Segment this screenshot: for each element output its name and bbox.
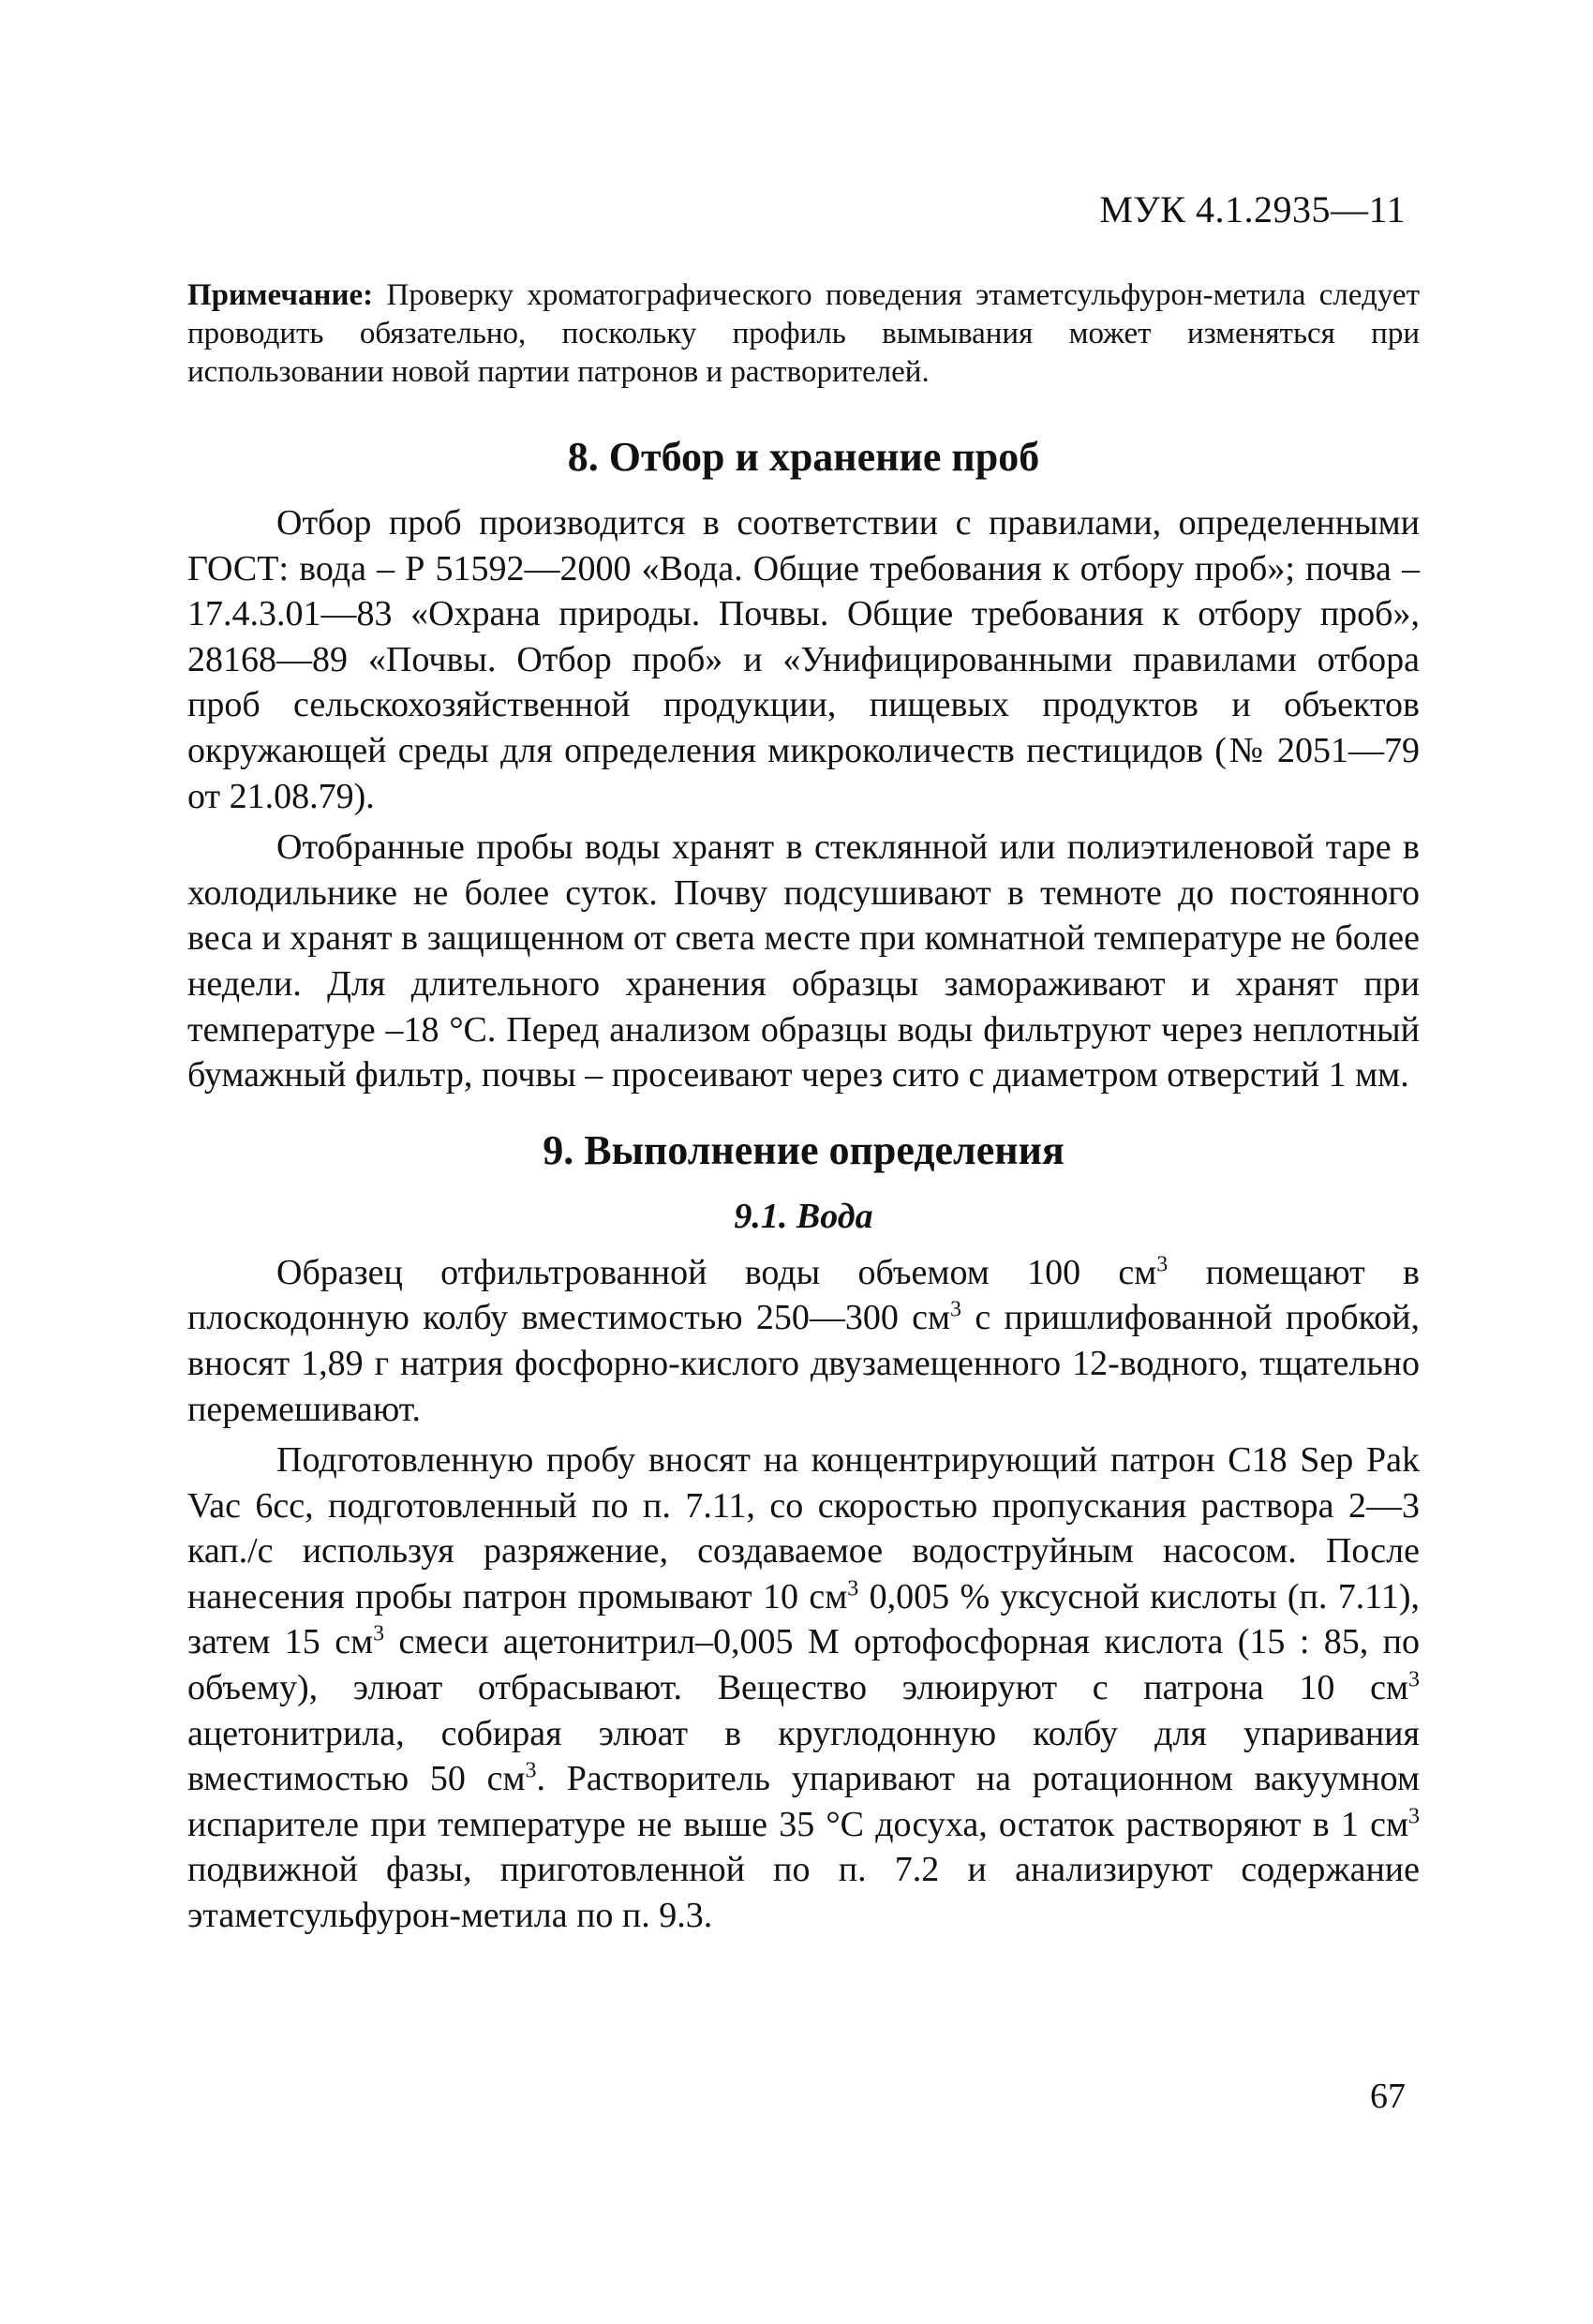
section-8-paragraph-1: Отбор проб производится в соответствии с правилами, определенными ГОСТ: вода – Р 51592—2000 «Вода. Общие требования к отбору проб»; почва – 17.4.3.01—83 «Охрана природы. Почвы. Общие требования к отбору проб», 28168—89 «Почвы. Отбор проб» и «Унифицированными правилами отбора проб сельскохозяйственной продукции, пищевых продуктов и объектов окружающей среды для определения микроколичеств пестицидов (№ 2051—79 от 21.08.79). bbox=[187, 503, 1420, 816]
note-text: Проверку хроматографического поведения этаметсульфурон-метила следует проводить обязательно, поскольку профиль вымывания может изменяться при использовании новой партии патронов и растворителей. bbox=[187, 278, 1420, 389]
text-fragment: подвижной фазы, приготовленной по п. 7.2 и анализируют содержание этаметсульфурон-метила по п. 9.3. bbox=[187, 1850, 1420, 1936]
section-spacer bbox=[187, 1104, 1420, 1125]
text-fragment: Подготовленную пробу вносят на концентрирующий патрон С18 Sep Pak Vac 6cc, подготовленный по п. 7.11, со скоростью пропускания раствора 2—3 кап./с используя разряжение, создаваемое водоструйным насосом. После нанесения пробы патрон промывают 10 см bbox=[187, 1440, 1420, 1616]
superscript-3: 3 bbox=[1156, 1252, 1169, 1277]
document-code-header: МУК 4.1.2935—11 bbox=[1099, 188, 1406, 231]
text-fragment: Образец отфильтрованной воды объемом 100 см bbox=[276, 1252, 1157, 1292]
text-fragment: 0,005 % уксусной кислоты (п. 7.11), затем 15 см bbox=[187, 1576, 1420, 1662]
section-9-1-paragraph-2 bbox=[187, 1438, 1420, 1939]
subsection-9-1-title: 9.1. Вода bbox=[734, 1196, 873, 1236]
superscript-3: 3 bbox=[1408, 1667, 1420, 1692]
text-fragment: смеси ацетонитрил–0,005 М ортофосфорная кислота (15 : 85, по объему), элюат отбрасывают. Вещество элюируют с патрона 10 см bbox=[187, 1622, 1421, 1708]
text-fragment: помещают в плоскодонную колбу вместимостью 250—300 см bbox=[187, 1252, 1420, 1338]
page-number: 67 bbox=[1370, 2077, 1406, 2116]
text-fragment: ацетонитрила, собирая элюат в круглодонную колбу для упаривания вместимостью 50 см bbox=[187, 1713, 1420, 1799]
superscript-3: 3 bbox=[525, 1758, 537, 1783]
superscript-3: 3 bbox=[847, 1576, 859, 1601]
section-9-1-paragraph-1 bbox=[187, 1250, 1420, 1432]
section-8-title: 8. Отбор и хранение проб bbox=[567, 434, 1040, 480]
page-content bbox=[187, 276, 1420, 1944]
text-fragment: с пришлифованной пробкой, вносят 1,89 г натрия фосфорно-кислого двузамещенного 12-водного, тщательно перемешивают. bbox=[187, 1298, 1420, 1429]
text-fragment: . Растворитель упаривают на ротационном вакуумном испарителе при температуре не выше 35 °С досуха, остаток растворяют в 1 см bbox=[187, 1759, 1420, 1844]
section-9-title: 9. Выполнение определения bbox=[543, 1126, 1064, 1173]
superscript-3: 3 bbox=[373, 1621, 385, 1646]
superscript-3: 3 bbox=[950, 1297, 962, 1322]
superscript-3: 3 bbox=[1408, 1804, 1420, 1829]
section-8-paragraph-2: Отобранные пробы воды хранят в стеклянной или полиэтиленовой таре в холодильнике не более суток. Почву подсушивают в темноте до постоянного веса и хранят в защищенном от света месте при комнатной температуре не более недели. Для длительного хранения образцы замораживают и хранят при температуре –18 °С. Перед анализом образцы воды фильтруют через неплотный бумажный фильтр, почвы – просеивают через сито с диаметром отверстий 1 мм. bbox=[187, 827, 1420, 1095]
note-paragraph bbox=[187, 276, 1420, 392]
note-label: Примечание: bbox=[187, 278, 374, 312]
